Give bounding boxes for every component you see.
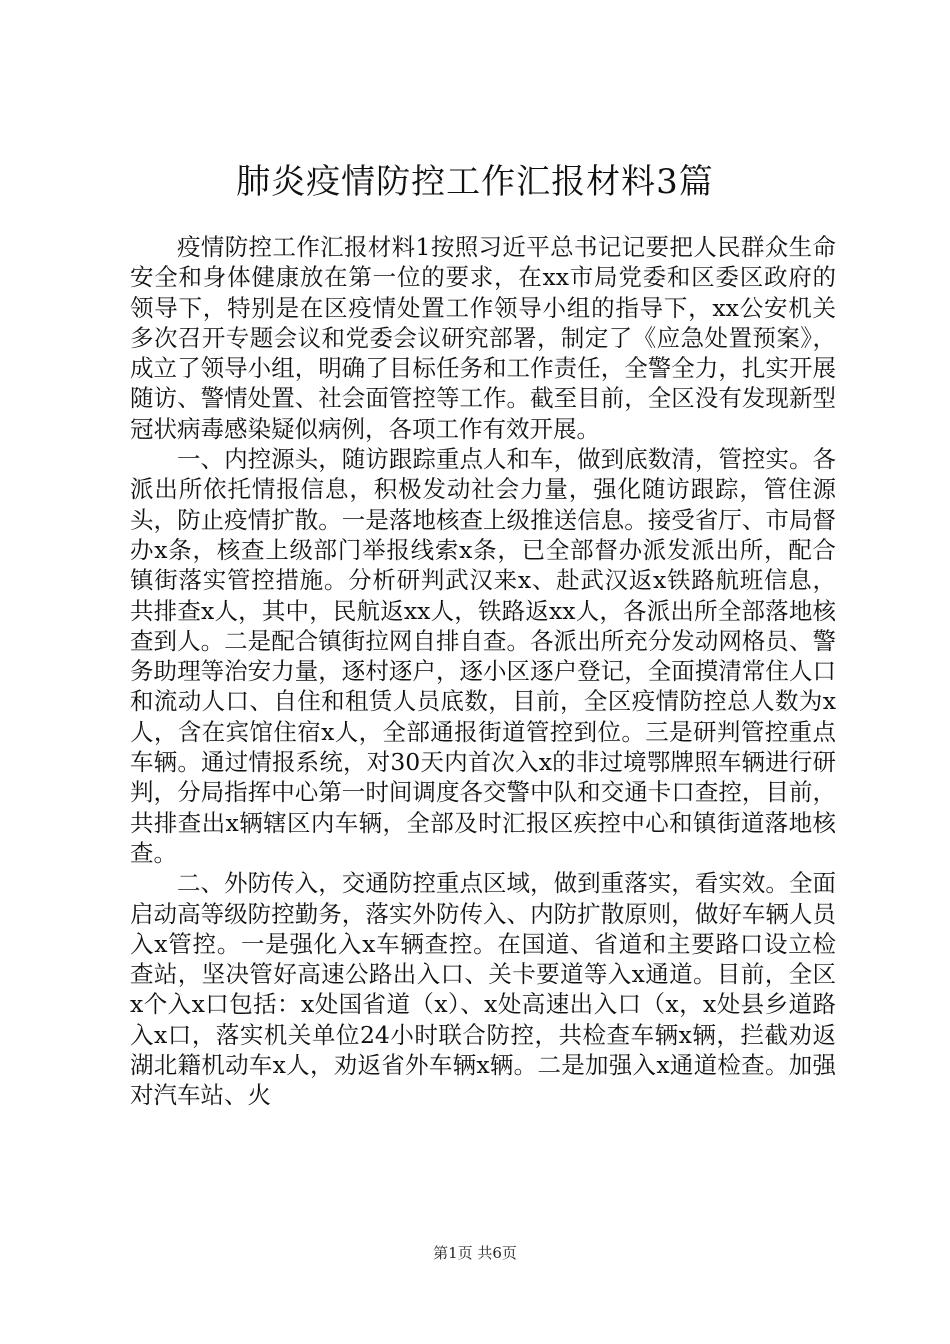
paragraph: 疫情防控工作汇报材料1按照习近平总书记记要把人民群众生命安全和身体健康放在第一位的要求，在xx市局党委和区委区政府的领导下，特别是在区疫情处置工作领导小组的指导下，xx公安机关多次召开专题会议和党委会议研究部署，制定了《应急处置预案》，成立了领导小组，明确了目标任务和工作责任，全警全力，扎实开展随访、警情处置、社会面管控等工作。截至目前，全区没有发现新型冠状病毒感染疑似病例，各项工作有效开展。: [130, 233, 836, 443]
document-body: [130, 232, 836, 1111]
page-number-footer: 第1页 共6页: [433, 1244, 517, 1262]
paragraph: 二、外防传入，交通防控重点区域，做到重落实，看实效。全面启动高等级防控勤务，落实外防传入、内防扩散原则，做好车辆人员入x管控。一是强化入x车辆查控。在国道、省道和主要路口设立检查站，坚决管好高速公路出入口、关卡要道等入x通道。目前，全区x个入x口包括：x处国省道（x）、x处高速出入口（x，x处县乡道路入x口，落实机关单位24小时联合防控，共检查车辆x辆，拦截劝返湖北籍机动车x人，劝返省外车辆x辆。二是加强入x通道检查。加强对汽车站、火: [130, 869, 836, 1110]
paragraph: 一、内控源头，随访跟踪重点人和车，做到底数清，管控实。各派出所依托情报信息，积极发动社会力量，强化随访跟踪，管住源头，防止疫情扩散。一是落地核查上级推送信息。接受省厅、市局督办x条，核查上级部门举报线索x条，已全部督办派发派出所，配合镇街落实管控措施。分析研判武汉来x、赴武汉返x铁路航班信息，共排查x人，其中，民航返xx人，铁路返xx人，各派出所全部落地核查到人。二是配合镇街拉网自排自查。各派出所充分发动网格员、警务助理等治安力量，逐村逐户，逐小区逐户登记，全面摸清常住人口和流动人口、自住和租赁人员底数，目前，全区疫情防控总人数为x人，含在宾馆住宿x人，全部通报街道管控到位。三是研判管控重点车辆。通过情报系统，对30天内首次入x的非过境鄂牌照车辆进行研判，分局指挥中心第一时间调度各交警中队和交通卡口查控，目前，共排查出x辆辖区内车辆，全部及时汇报区疾控中心和镇街道落地核查。: [130, 445, 836, 867]
document-title: 肺炎疫情防控工作汇报材料3篇: [236, 162, 714, 202]
